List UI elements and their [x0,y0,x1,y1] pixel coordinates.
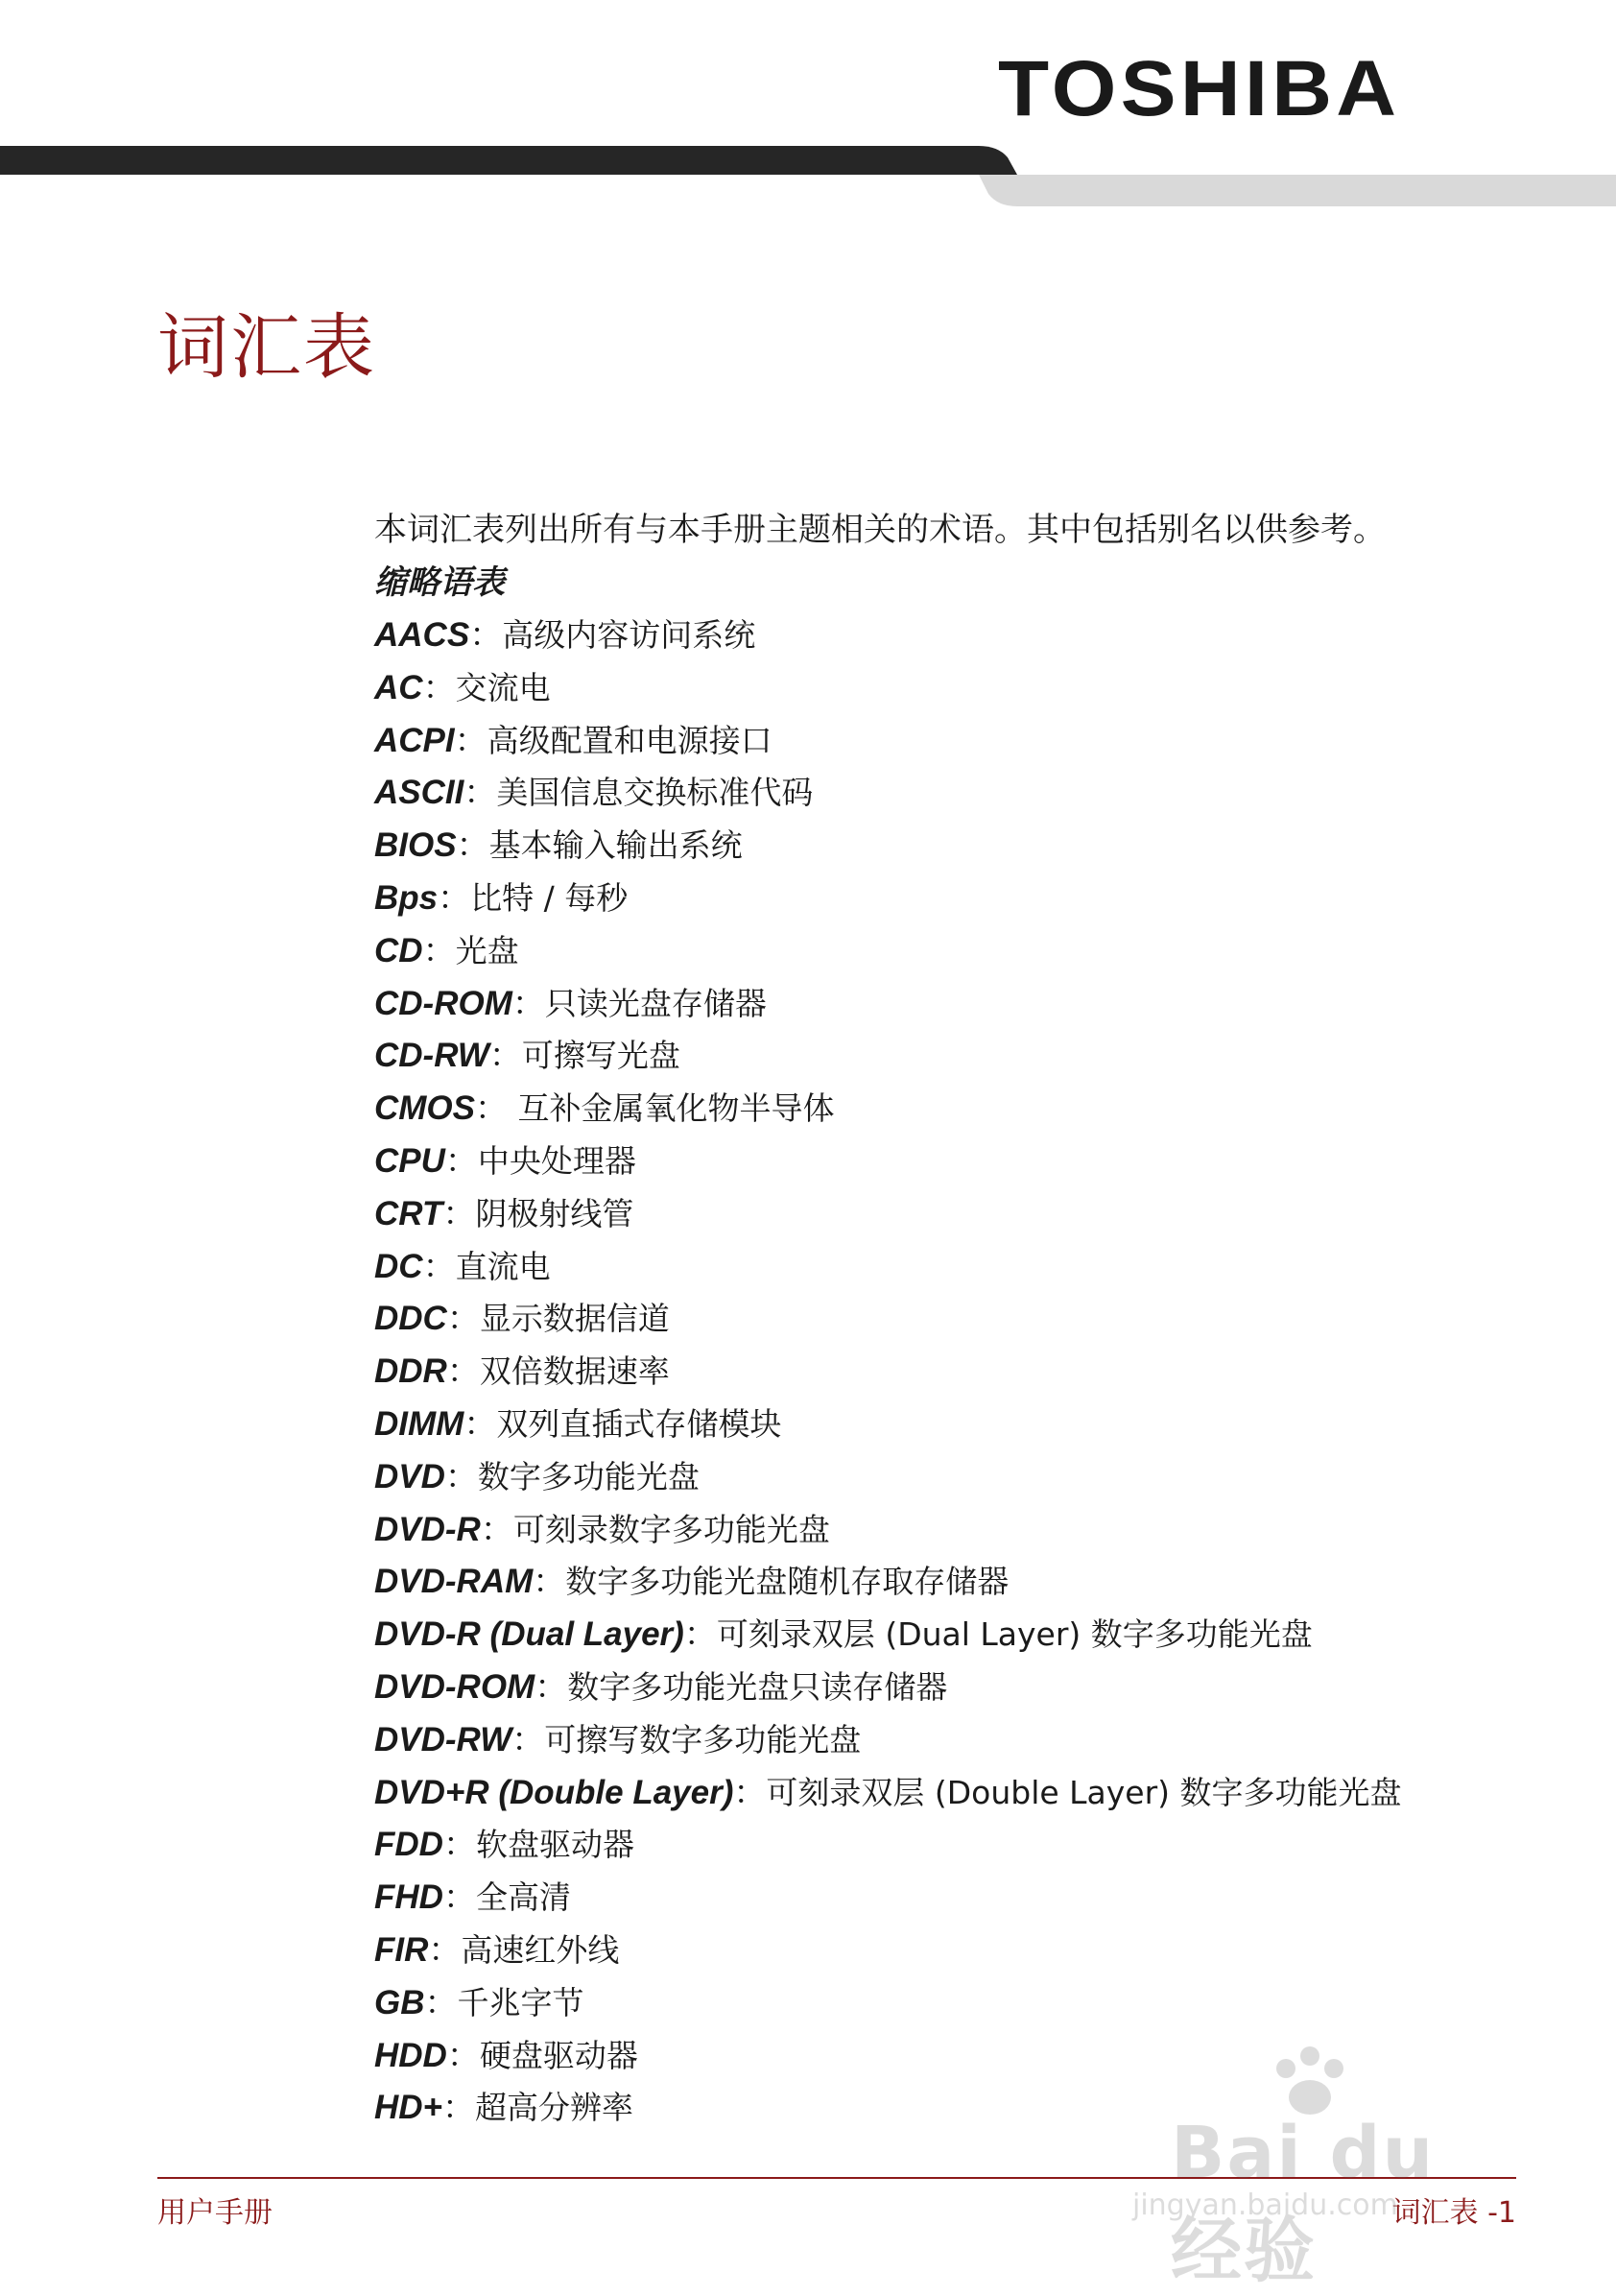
glossary-entry [374,1293,1526,1346]
entry-definition: 可刻录数字多功能光盘 [512,1510,830,1548]
glossary-entry [374,1819,1526,1872]
entry-separator: ： [488,1037,522,1076]
entry-definition: 千兆字节 [457,1983,584,2021]
glossary-entry [374,925,1526,978]
entry-definition: 互补金属氧化物半导体 [508,1089,835,1128]
entry-term: DIMM [374,1404,464,1443]
entry-term: CMOS [374,1089,475,1128]
entry-term: DVD+R (Double Layer) [374,1773,734,1811]
entry-definition: 比特 / 每秒 [470,878,629,917]
entry-term: HD+ [374,2089,442,2127]
entry-definition: 交流电 [455,668,551,706]
glossary-entry [374,1346,1526,1399]
entry-separator: ： [463,774,497,813]
entry-definition: 阴极射线管 [475,1194,634,1232]
entry-definition: 全高清 [475,1878,571,1917]
entry-term: DVD-RAM [374,1563,534,1601]
entry-definition: 美国信息交换标准代码 [496,774,814,812]
entry-definition: 可擦写数字多功能光盘 [544,1720,862,1758]
glossary-entry [374,820,1526,873]
glossary-entry [374,1925,1526,1977]
entry-term: CD-RW [374,1037,489,1075]
entry-definition: 高速红外线 [461,1930,620,1969]
glossary-entry [374,1556,1526,1609]
entry-definition: 显示数据信道 [479,1300,670,1338]
page-title: 词汇表 [157,306,376,389]
entry-definition: 数字多功能光盘只读存储器 [567,1667,948,1706]
entry-separator: ： [511,984,545,1023]
glossary-entry [374,1083,1526,1136]
entry-separator: ： [428,1930,462,1970]
glossary-entry [374,1451,1526,1504]
entry-definition: 超高分辨率 [475,2089,633,2127]
entry-separator: ： [422,1247,456,1286]
entry-separator: ： [456,826,489,866]
entry-term: ACPI [374,721,455,759]
entry-term: CRT [374,1194,443,1232]
entry-definition: 可擦写光盘 [521,1037,680,1075]
glossary-entry [374,1030,1526,1083]
entry-separator: ： [442,1826,476,1865]
entry-separator: ： [446,1300,480,1339]
entry-separator: ： [444,1141,478,1181]
watermark-text: Bai du 经验 [1171,2112,1436,2292]
entry-separator: ： [469,616,503,655]
entry-term: DC [374,1247,423,1285]
glossary-entry [374,715,1526,768]
glossary-entry [374,1714,1526,1767]
entry-definition: 双倍数据速率 [479,1352,670,1391]
glossary-entry [374,1136,1526,1188]
entry-definition: 硬盘驱动器 [479,2036,638,2074]
entry-definition: 双列直插式存储模块 [496,1404,782,1443]
entry-separator: ： [424,1983,458,2022]
glossary-list [374,610,1526,2135]
entry-definition: 软盘驱动器 [475,1826,634,1864]
glossary-entry [374,767,1526,820]
entry-separator: ： [480,1510,513,1549]
glossary-entry [374,1662,1526,1714]
entry-definition: 基本输入输出系统 [488,826,743,865]
entry-definition: 数字多功能光盘随机存取存储器 [565,1563,1010,1601]
entry-term: FDD [374,1826,443,1864]
entry-separator: ： [463,1404,497,1444]
entry-separator: ： [454,721,487,760]
section-heading: 缩略语表 [374,563,505,602]
glossary-entry [374,978,1526,1031]
entry-separator: ： [442,1194,476,1233]
entry-term: CD [374,931,423,969]
entry-term: DVD-R [374,1510,481,1548]
entry-term: GB [374,1983,425,2021]
glossary-entry [374,1188,1526,1241]
entry-definition: 高级配置和电源接口 [487,721,772,759]
glossary-entry [374,1767,1526,1820]
entry-term: DVD [374,1457,445,1495]
footer-page-number: 词汇表 -1 [1391,2196,1516,2230]
entry-definition: 高级内容访问系统 [502,616,756,654]
banner-light-band [979,175,1616,206]
entry-definition: 可刻录双层 (Dual Layer) 数字多功能光盘 [716,1615,1313,1654]
banner-dark-band [0,146,1017,175]
entry-term: DDC [374,1300,447,1338]
glossary-entry [374,1872,1526,1925]
entry-term: DVD-ROM [374,1667,535,1706]
entry-term: FIR [374,1930,429,1969]
glossary-entry [374,1609,1526,1662]
entry-definition: 只读光盘存储器 [544,984,767,1022]
toshiba-logo: TOSHIBA [998,45,1401,132]
entry-term: BIOS [374,826,457,865]
glossary-entry [374,662,1526,715]
entry-separator: ： [422,931,456,970]
glossary-entry [374,1977,1526,2030]
entry-separator: ： [442,2089,475,2128]
entry-definition: 光盘 [455,931,519,969]
entry-separator: ： [446,1352,480,1392]
entry-term: HDD [374,2036,447,2074]
paw-icon [1257,2045,1372,2121]
glossary-entry [374,1241,1526,1294]
entry-separator: ： [533,1563,566,1602]
entry-separator: ： [422,668,456,707]
intro-text: 本词汇表列出所有与本手册主题相关的术语。其中包括别名以供参考。 [374,511,1386,549]
entry-term: Bps [374,878,439,917]
entry-term: DVD-RW [374,1720,512,1758]
entry-separator: ： [475,1089,508,1129]
entry-term: DVD-R (Dual Layer) [374,1615,684,1654]
entry-term: CPU [374,1141,445,1180]
entry-term: ASCII [374,774,464,812]
entry-definition: 中央处理器 [477,1141,636,1180]
entry-separator: ： [511,1720,545,1759]
glossary-entry [374,873,1526,925]
entry-term: CD-ROM [374,984,512,1022]
glossary-entry [374,1504,1526,1557]
watermark-url: jingyan.baidu.com [1132,2188,1398,2222]
glossary-content [374,504,1526,2135]
entry-separator: ： [683,1615,717,1655]
glossary-entry [374,610,1526,662]
entry-definition: 直流电 [455,1247,551,1285]
entry-separator: ： [444,1457,478,1496]
entry-separator: ： [438,878,471,918]
entry-term: AC [374,668,423,706]
entry-separator: ： [442,1878,476,1918]
entry-term: DDR [374,1352,447,1391]
entry-separator: ： [733,1773,767,1812]
entry-definition: 可刻录双层 (Double Layer) 数字多功能光盘 [766,1773,1402,1811]
footer-manual-name: 用户手册 [157,2196,273,2230]
entry-definition: 数字多功能光盘 [477,1457,700,1495]
glossary-entry [374,1399,1526,1451]
entry-term: FHD [374,1878,443,1917]
entry-term: AACS [374,616,470,654]
entry-separator: ： [535,1667,568,1707]
entry-separator: ： [446,2036,480,2075]
header-banner [0,134,1616,211]
